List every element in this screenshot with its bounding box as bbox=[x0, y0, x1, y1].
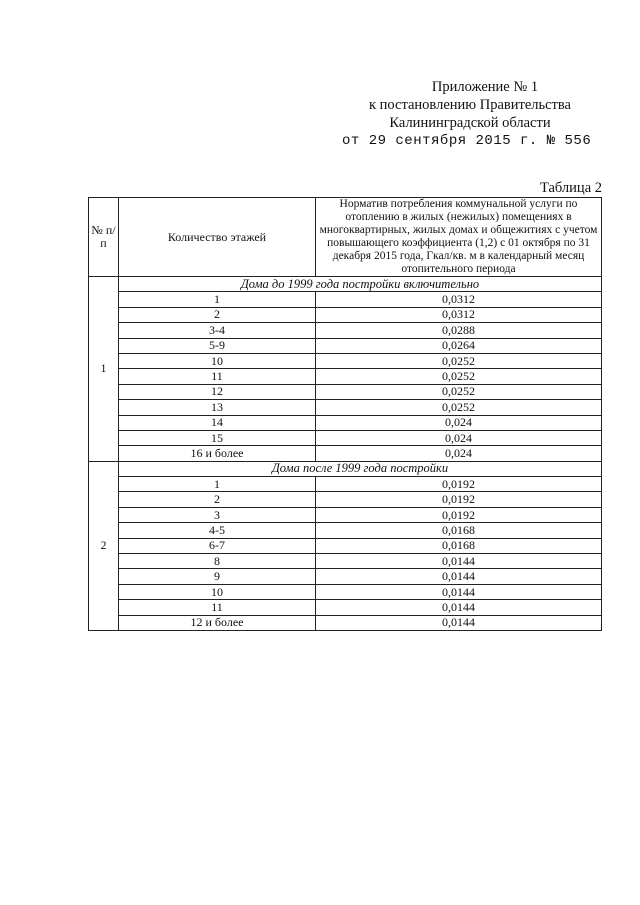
norm-value-cell: 0,0168 bbox=[316, 523, 602, 538]
norm-value-cell: 0,0144 bbox=[316, 584, 602, 599]
table-row bbox=[89, 569, 602, 584]
floors-cell: 3-4 bbox=[119, 323, 316, 338]
norm-value-cell: 0,0144 bbox=[316, 600, 602, 615]
table-label: Таблица 2 bbox=[539, 180, 602, 196]
norm-value-cell: 0,0168 bbox=[316, 538, 602, 553]
table-row bbox=[89, 477, 602, 492]
table-row bbox=[89, 369, 602, 384]
section-header-row bbox=[89, 277, 602, 292]
table-body bbox=[89, 277, 602, 631]
section-title: Дома после 1999 года постройки bbox=[119, 461, 602, 476]
norm-value-cell: 0,0252 bbox=[316, 400, 602, 415]
floors-cell: 5-9 bbox=[119, 338, 316, 353]
floors-cell: 3 bbox=[119, 507, 316, 522]
table-row bbox=[89, 538, 602, 553]
floors-cell: 4-5 bbox=[119, 523, 316, 538]
appendix-title: Приложение № 1 bbox=[431, 79, 539, 95]
floors-cell: 12 и более bbox=[119, 615, 316, 630]
table-row bbox=[89, 307, 602, 322]
resolution-reference: к постановлению Правительства bbox=[369, 97, 571, 113]
norm-value-cell: 0,0144 bbox=[316, 615, 602, 630]
norm-value-cell: 0,0312 bbox=[316, 292, 602, 307]
norm-value-cell: 0,0252 bbox=[316, 353, 602, 368]
table-row bbox=[89, 507, 602, 522]
table-row bbox=[89, 600, 602, 615]
appendix-header bbox=[330, 78, 610, 150]
norm-value-cell: 0,0264 bbox=[316, 338, 602, 353]
norm-value-cell: 0,0192 bbox=[316, 477, 602, 492]
norm-value-cell: 0,024 bbox=[316, 446, 602, 461]
table-row bbox=[89, 554, 602, 569]
floors-cell: 6-7 bbox=[119, 538, 316, 553]
resolution-date: от 29 сентября 2015 г. № 556 bbox=[342, 133, 592, 149]
norm-value-cell: 0,0144 bbox=[316, 554, 602, 569]
section-number: 1 bbox=[89, 277, 119, 462]
floors-cell: 2 bbox=[119, 307, 316, 322]
region-name: Калининградской области bbox=[389, 115, 551, 131]
section-header-row bbox=[89, 461, 602, 476]
norm-value-cell: 0,0192 bbox=[316, 507, 602, 522]
floors-cell: 9 bbox=[119, 569, 316, 584]
floors-cell: 2 bbox=[119, 492, 316, 507]
norm-value-cell: 0,024 bbox=[316, 430, 602, 445]
table-row bbox=[89, 430, 602, 445]
floors-cell: 11 bbox=[119, 369, 316, 384]
norm-value-cell: 0,0252 bbox=[316, 369, 602, 384]
norm-value-cell: 0,0144 bbox=[316, 569, 602, 584]
floors-cell: 13 bbox=[119, 400, 316, 415]
table-row bbox=[89, 492, 602, 507]
column-header-norm: Норматив потребления коммунальной услуги по отоплению в жилых (нежилых) помещениях в многоквартирных, жилых домах и общежитиях с учетом повышающего коэффициента (1,2) с 01 октября по 31 декабря 2015 года, Гкал/кв. м в календарный месяц отопительного периода bbox=[316, 198, 602, 277]
table-row bbox=[89, 615, 602, 630]
floors-cell: 14 bbox=[119, 415, 316, 430]
norms-table bbox=[88, 197, 602, 631]
floors-cell: 10 bbox=[119, 353, 316, 368]
floors-cell: 1 bbox=[119, 292, 316, 307]
column-header-number: № п/п bbox=[89, 198, 119, 277]
section-title: Дома до 1999 года постройки включительно bbox=[119, 277, 602, 292]
floors-cell: 10 bbox=[119, 584, 316, 599]
table-row bbox=[89, 584, 602, 599]
floors-cell: 15 bbox=[119, 430, 316, 445]
table-row bbox=[89, 523, 602, 538]
norm-value-cell: 0,0192 bbox=[316, 492, 602, 507]
table-row bbox=[89, 323, 602, 338]
table-row bbox=[89, 415, 602, 430]
floors-cell: 12 bbox=[119, 384, 316, 399]
floors-cell: 11 bbox=[119, 600, 316, 615]
table-row bbox=[89, 400, 602, 415]
column-header-floors: Количество этажей bbox=[119, 198, 316, 277]
norm-value-cell: 0,024 bbox=[316, 415, 602, 430]
floors-cell: 1 bbox=[119, 477, 316, 492]
table-row bbox=[89, 338, 602, 353]
table-row bbox=[89, 353, 602, 368]
section-number: 2 bbox=[89, 461, 119, 630]
floors-cell: 16 и более bbox=[119, 446, 316, 461]
table-row bbox=[89, 292, 602, 307]
norm-value-cell: 0,0312 bbox=[316, 307, 602, 322]
table-row bbox=[89, 446, 602, 461]
norm-value-cell: 0,0252 bbox=[316, 384, 602, 399]
table-header-row bbox=[89, 198, 602, 277]
floors-cell: 8 bbox=[119, 554, 316, 569]
table-row bbox=[89, 384, 602, 399]
norm-value-cell: 0,0288 bbox=[316, 323, 602, 338]
